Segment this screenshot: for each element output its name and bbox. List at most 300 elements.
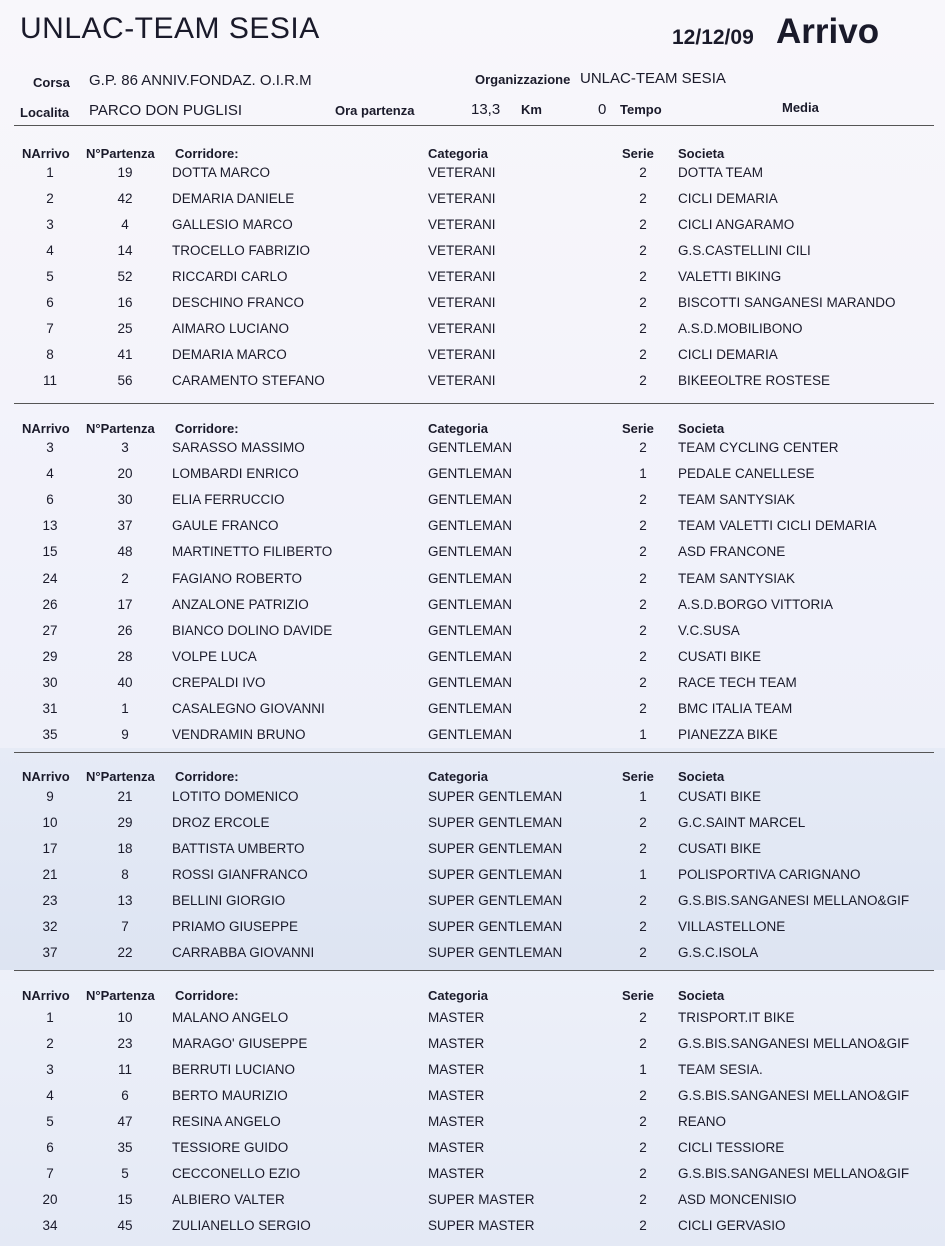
localita-label: Localita	[20, 105, 70, 120]
section-divider	[14, 752, 934, 753]
partenza-number: 14	[117, 243, 133, 258]
ora-partenza-label: Ora partenza	[335, 103, 415, 118]
table-row	[0, 321, 945, 347]
partenza-number: 4	[121, 217, 129, 232]
localita-value: PARCO DON PUGLISI	[89, 102, 243, 119]
series: 2	[639, 622, 647, 638]
category: VETERANI	[428, 269, 496, 284]
category: VETERANI	[428, 347, 496, 362]
team: TEAM SANTYSIAK	[678, 492, 796, 508]
rider-name: ZULIANELLO SERGIO	[172, 1218, 311, 1233]
rider-name: SARASSO MASSIMO	[172, 440, 305, 455]
arrivo-number: 3	[46, 440, 54, 455]
partenza-number: 56	[117, 373, 133, 388]
series: 2	[639, 1114, 647, 1129]
partenza-number: 15	[117, 1192, 133, 1207]
rider-name: PRIAMO GIUSEPPE	[172, 919, 299, 934]
arrivo-number: 37	[42, 945, 58, 960]
rider-name: DEMARIA DANIELE	[172, 191, 295, 206]
arrivo-number: 3	[46, 1062, 54, 1077]
rider-name: CARAMENTO STEFANO	[172, 373, 325, 388]
partenza-number: 42	[117, 191, 133, 206]
rider-name: LOMBARDI ENRICO	[172, 466, 299, 482]
team: CUSATI BIKE	[678, 789, 762, 804]
partenza-number: 13	[117, 893, 133, 908]
series: 1	[639, 466, 647, 482]
arrivo-number: 6	[46, 1140, 54, 1155]
rider-name: LOTITO DOMENICO	[172, 789, 299, 804]
category: VETERANI	[428, 243, 496, 258]
partenza-number: 22	[117, 945, 133, 960]
series: 2	[639, 701, 647, 716]
rider-name: ANZALONE PATRIZIO	[172, 596, 309, 612]
arrivo-number: 1	[46, 1010, 54, 1025]
partenza-number: 2	[121, 570, 129, 586]
category: VETERANI	[428, 321, 496, 336]
column-header-societa: Societa	[678, 421, 725, 436]
arrivo-number: 5	[46, 269, 54, 284]
series: 2	[639, 1218, 647, 1233]
series: 2	[639, 373, 647, 388]
arrivo-number: 31	[42, 701, 58, 716]
arrivo-number: 6	[46, 295, 54, 310]
team: PEDALE CANELLESE	[678, 466, 815, 482]
category: GENTLEMAN	[428, 648, 513, 664]
category: SUPER MASTER	[428, 1218, 535, 1233]
column-header-serie: Serie	[622, 146, 654, 161]
table-row	[0, 815, 945, 841]
rider-name: TROCELLO FABRIZIO	[172, 243, 311, 258]
rider-name: CECCONELLO EZIO	[172, 1166, 301, 1181]
team: G.S.BIS.SANGANESI MELLANO&GIF	[678, 1166, 910, 1181]
partenza-number: 10	[117, 1010, 133, 1025]
partenza-number: 17	[117, 596, 133, 612]
arrivo-number: 1	[46, 165, 54, 180]
rider-name: AIMARO LUCIANO	[172, 321, 290, 336]
category: GENTLEMAN	[428, 544, 513, 560]
table-row	[0, 165, 945, 191]
rider-name: VENDRAMIN BRUNO	[172, 727, 306, 743]
page-title: UNLAC-TEAM SESIA	[20, 12, 320, 45]
column-header-partenza: N°Partenza	[86, 988, 155, 1003]
category: GENTLEMAN	[428, 727, 513, 743]
arrivo-number: 35	[42, 727, 58, 743]
series: 2	[639, 648, 647, 664]
partenza-number: 19	[117, 165, 133, 180]
arrivo-number: 4	[46, 243, 54, 258]
table-row	[0, 649, 945, 675]
series: 1	[639, 867, 647, 882]
table-row	[0, 492, 945, 518]
category: SUPER GENTLEMAN	[428, 919, 563, 934]
series: 2	[639, 1192, 647, 1207]
category: SUPER MASTER	[428, 1192, 535, 1207]
table-row	[0, 1088, 945, 1114]
partenza-number: 21	[117, 789, 133, 804]
partenza-number: 11	[117, 1062, 132, 1077]
partenza-number: 40	[117, 674, 133, 690]
arrivo-number: 4	[46, 466, 54, 482]
series: 2	[639, 217, 647, 232]
arrivo-number: 4	[46, 1088, 54, 1103]
partenza-number: 5	[121, 1166, 129, 1181]
table-row	[0, 466, 945, 492]
column-header-partenza: N°Partenza	[86, 146, 155, 161]
arrivo-number: 2	[46, 1036, 54, 1051]
column-header-categoria: Categoria	[428, 421, 488, 436]
arrivo-number: 24	[42, 570, 58, 586]
rider-name: BERRUTI LUCIANO	[172, 1062, 296, 1077]
arrivo-number: 34	[42, 1218, 58, 1233]
header-divider	[14, 125, 934, 126]
rider-name: MARAGO' GIUSEPPE	[172, 1036, 308, 1051]
team: V.C.SUSA	[678, 622, 740, 638]
series: 2	[639, 321, 647, 336]
partenza-number: 3	[121, 440, 129, 455]
rider-name: FAGIANO ROBERTO	[172, 570, 303, 586]
partenza-number: 52	[117, 269, 133, 284]
table-row	[0, 893, 945, 919]
team: CICLI ANGARAMO	[678, 217, 795, 232]
category: SUPER GENTLEMAN	[428, 841, 563, 856]
partenza-number: 8	[121, 867, 129, 882]
series: 2	[639, 570, 647, 586]
rider-name: GAULE FRANCO	[172, 518, 279, 534]
arrivo-number: 23	[42, 893, 58, 908]
series: 2	[639, 945, 647, 960]
table-row	[0, 1062, 945, 1088]
column-header-serie: Serie	[622, 988, 654, 1003]
column-header-arrivo: NArrivo	[22, 421, 70, 436]
arrivo-number: 20	[42, 1192, 58, 1207]
column-header-categoria: Categoria	[428, 988, 488, 1003]
team: ASD MONCENISIO	[678, 1192, 797, 1207]
table-row	[0, 1192, 945, 1218]
team: G.S.BIS.SANGANESI MELLANO&GIF	[678, 1088, 910, 1103]
series: 2	[639, 674, 647, 690]
team: CICLI TESSIORE	[678, 1140, 785, 1155]
rider-name: TESSIORE GUIDO	[172, 1140, 289, 1155]
partenza-number: 41	[117, 347, 133, 362]
section-divider	[14, 403, 934, 404]
rider-name: DEMARIA MARCO	[172, 347, 287, 362]
series: 2	[639, 165, 647, 180]
series: 2	[639, 243, 647, 258]
team: CICLI GERVASIO	[678, 1218, 786, 1233]
table-row	[0, 1114, 945, 1140]
team: PIANEZZA BIKE	[678, 727, 778, 743]
series: 1	[639, 1062, 647, 1077]
series: 2	[639, 269, 647, 284]
partenza-number: 1	[121, 701, 129, 716]
section-divider	[14, 970, 934, 971]
arrivo-number: 26	[42, 596, 58, 612]
partenza-number: 20	[117, 466, 133, 482]
media-label: Media	[782, 100, 819, 115]
partenza-number: 26	[117, 622, 133, 638]
team: TRISPORT.IT BIKE	[678, 1010, 795, 1025]
category: VETERANI	[428, 217, 496, 232]
organizzazione-value: UNLAC-TEAM SESIA	[580, 70, 726, 87]
series: 1	[639, 727, 647, 743]
rider-name: ROSSI GIANFRANCO	[172, 867, 308, 882]
series: 2	[639, 1088, 647, 1103]
category: SUPER GENTLEMAN	[428, 867, 563, 882]
category: GENTLEMAN	[428, 466, 513, 482]
arrivo-number: 27	[42, 622, 58, 638]
ora-partenza-value: 13,3	[471, 101, 501, 118]
partenza-number: 37	[117, 518, 133, 534]
category: MASTER	[428, 1062, 485, 1077]
table-row	[0, 675, 945, 701]
table-row	[0, 1140, 945, 1166]
category: GENTLEMAN	[428, 570, 513, 586]
partenza-number: 48	[117, 544, 133, 560]
series: 2	[639, 440, 647, 455]
category: VETERANI	[428, 191, 496, 206]
team: POLISPORTIVA CARIGNANO	[678, 867, 861, 882]
race-date: 12/12/09	[672, 26, 754, 49]
series: 1	[639, 789, 647, 804]
team: G.S.BIS.SANGANESI MELLANO&GIF	[678, 1036, 910, 1051]
series: 2	[639, 893, 647, 908]
team: BISCOTTI SANGANESI MARANDO	[678, 295, 896, 310]
rider-name: DOTTA MARCO	[172, 165, 271, 180]
column-header-serie: Serie	[622, 769, 654, 784]
partenza-number: 7	[121, 919, 129, 934]
table-row	[0, 1036, 945, 1062]
series: 2	[639, 1166, 647, 1181]
rider-name: BERTO MAURIZIO	[172, 1088, 288, 1103]
document-type: Arrivo	[776, 12, 880, 51]
category: MASTER	[428, 1010, 485, 1025]
partenza-number: 45	[117, 1218, 133, 1233]
table-row	[0, 919, 945, 945]
series: 2	[639, 919, 647, 934]
corsa-label: Corsa	[33, 75, 70, 90]
km-value: 0	[598, 101, 607, 118]
rider-name: CARRABBA GIOVANNI	[172, 945, 315, 960]
rider-name: MALANO ANGELO	[172, 1010, 289, 1025]
table-row	[0, 269, 945, 295]
rider-name: CREPALDI IVO	[172, 674, 266, 690]
series: 2	[639, 544, 647, 560]
rider-name: BELLINI GIORGIO	[172, 893, 286, 908]
team: ASD FRANCONE	[678, 544, 786, 560]
series: 2	[639, 295, 647, 310]
table-row	[0, 571, 945, 597]
arrivo-number: 10	[42, 815, 58, 830]
column-header-arrivo: NArrivo	[22, 769, 70, 784]
category: SUPER GENTLEMAN	[428, 815, 563, 830]
category: GENTLEMAN	[428, 701, 513, 716]
rider-name: BATTISTA UMBERTO	[172, 841, 305, 856]
team: VALETTI BIKING	[678, 269, 782, 284]
team: TEAM SESIA.	[678, 1062, 763, 1077]
column-header-partenza: N°Partenza	[86, 769, 155, 784]
partenza-number: 23	[117, 1036, 133, 1051]
table-row	[0, 518, 945, 544]
rider-name: RICCARDI CARLO	[172, 269, 288, 284]
km-label: Km	[521, 102, 542, 117]
team: CICLI DEMARIA	[678, 191, 778, 206]
category: GENTLEMAN	[428, 492, 513, 508]
category: VETERANI	[428, 295, 496, 310]
series: 2	[639, 596, 647, 612]
category: MASTER	[428, 1140, 485, 1155]
team: BMC ITALIA TEAM	[678, 701, 793, 716]
series: 2	[639, 815, 647, 830]
series: 2	[639, 347, 647, 362]
series: 2	[639, 841, 647, 856]
arrivo-number: 13	[42, 518, 58, 534]
category: MASTER	[428, 1036, 485, 1051]
partenza-number: 29	[117, 815, 133, 830]
table-row	[0, 841, 945, 867]
team: A.S.D.MOBILIBONO	[678, 321, 803, 336]
table-row	[0, 867, 945, 893]
team: TEAM VALETTI CICLI DEMARIA	[678, 518, 877, 534]
rider-name: CASALEGNO GIOVANNI	[172, 701, 325, 716]
arrivo-number: 7	[46, 321, 54, 336]
rider-name: BIANCO DOLINO DAVIDE	[172, 622, 333, 638]
table-row	[0, 789, 945, 815]
table-row	[0, 440, 945, 466]
team: RACE TECH TEAM	[678, 674, 797, 690]
table-row	[0, 191, 945, 217]
series: 2	[639, 1036, 647, 1051]
arrivo-number: 11	[42, 373, 57, 388]
organizzazione-label: Organizzazione	[475, 72, 571, 87]
arrivo-number: 2	[46, 191, 54, 206]
rider-name: VOLPE LUCA	[172, 648, 257, 664]
series: 2	[639, 518, 647, 534]
column-header-corridore: Corridore:	[175, 146, 239, 161]
rider-name: MARTINETTO FILIBERTO	[172, 544, 333, 560]
partenza-number: 6	[121, 1088, 129, 1103]
partenza-number: 30	[117, 492, 133, 508]
table-row	[0, 295, 945, 321]
team: G.S.CASTELLINI CILI	[678, 243, 811, 258]
category: VETERANI	[428, 373, 496, 388]
arrivo-number: 29	[42, 648, 58, 664]
tempo-label: Tempo	[620, 102, 662, 117]
rider-name: ELIA FERRUCCIO	[172, 492, 285, 508]
rider-name: RESINA ANGELO	[172, 1114, 281, 1129]
arrivo-number: 6	[46, 492, 54, 508]
partenza-number: 16	[117, 295, 133, 310]
table-row	[0, 373, 945, 399]
column-header-partenza: N°Partenza	[86, 421, 155, 436]
category: GENTLEMAN	[428, 518, 513, 534]
team: CICLI DEMARIA	[678, 347, 778, 362]
table-row	[0, 544, 945, 570]
column-header-societa: Societa	[678, 988, 725, 1003]
partenza-number: 18	[117, 841, 133, 856]
team: A.S.D.BORGO VITTORIA	[678, 596, 834, 612]
column-header-categoria: Categoria	[428, 146, 488, 161]
arrivo-number: 7	[46, 1166, 54, 1181]
table-row	[0, 597, 945, 623]
arrivo-number: 8	[46, 347, 54, 362]
series: 2	[639, 1140, 647, 1155]
category: SUPER GENTLEMAN	[428, 945, 563, 960]
arrivo-number: 5	[46, 1114, 54, 1129]
table-row	[0, 623, 945, 649]
table-row	[0, 1010, 945, 1036]
partenza-number: 9	[121, 727, 129, 743]
team: REANO	[678, 1114, 727, 1129]
category: MASTER	[428, 1114, 485, 1129]
column-header-societa: Societa	[678, 769, 725, 784]
series: 2	[639, 191, 647, 206]
category: GENTLEMAN	[428, 622, 513, 638]
table-row	[0, 347, 945, 373]
category: SUPER GENTLEMAN	[428, 789, 563, 804]
team: VILLASTELLONE	[678, 919, 786, 934]
arrivo-number: 30	[42, 674, 58, 690]
table-row	[0, 243, 945, 269]
column-header-categoria: Categoria	[428, 769, 488, 784]
rider-name: ALBIERO VALTER	[172, 1192, 285, 1207]
partenza-number: 47	[117, 1114, 133, 1129]
arrivo-number: 9	[46, 789, 54, 804]
category: SUPER GENTLEMAN	[428, 893, 563, 908]
category: GENTLEMAN	[428, 596, 513, 612]
column-header-corridore: Corridore:	[175, 988, 239, 1003]
partenza-number: 25	[117, 321, 133, 336]
category: GENTLEMAN	[428, 440, 513, 455]
category: GENTLEMAN	[428, 674, 513, 690]
partenza-number: 35	[117, 1140, 133, 1155]
category: MASTER	[428, 1088, 485, 1103]
team: BIKEEOLTRE ROSTESE	[678, 373, 831, 388]
rider-name: GALLESIO MARCO	[172, 217, 293, 232]
series: 2	[639, 492, 647, 508]
column-header-serie: Serie	[622, 421, 654, 436]
column-header-arrivo: NArrivo	[22, 146, 70, 161]
column-header-corridore: Corridore:	[175, 421, 239, 436]
arrivo-number: 17	[42, 841, 58, 856]
team: CUSATI BIKE	[678, 841, 762, 856]
partenza-number: 28	[117, 648, 133, 664]
category: VETERANI	[428, 165, 496, 180]
team: TEAM SANTYSIAK	[678, 570, 796, 586]
table-row	[0, 701, 945, 727]
arrivo-number: 21	[42, 867, 58, 882]
team: G.S.C.ISOLA	[678, 945, 759, 960]
table-row	[0, 727, 945, 753]
rider-name: DESCHINO FRANCO	[172, 295, 305, 310]
table-row	[0, 1166, 945, 1192]
table-row	[0, 945, 945, 971]
table-row	[0, 1218, 945, 1244]
team: G.S.BIS.SANGANESI MELLANO&GIF	[678, 893, 910, 908]
column-header-societa: Societa	[678, 146, 725, 161]
team: DOTTA TEAM	[678, 165, 764, 180]
column-header-corridore: Corridore:	[175, 769, 239, 784]
team: TEAM CYCLING CENTER	[678, 440, 839, 455]
team: G.C.SAINT MARCEL	[678, 815, 806, 830]
column-header-arrivo: NArrivo	[22, 988, 70, 1003]
arrivo-number: 32	[42, 919, 58, 934]
category: MASTER	[428, 1166, 485, 1181]
series: 2	[639, 1010, 647, 1025]
arrivo-number: 15	[42, 544, 58, 560]
corsa-value: G.P. 86 ANNIV.FONDAZ. O.I.R.M	[89, 72, 312, 89]
table-row	[0, 217, 945, 243]
team: CUSATI BIKE	[678, 648, 762, 664]
